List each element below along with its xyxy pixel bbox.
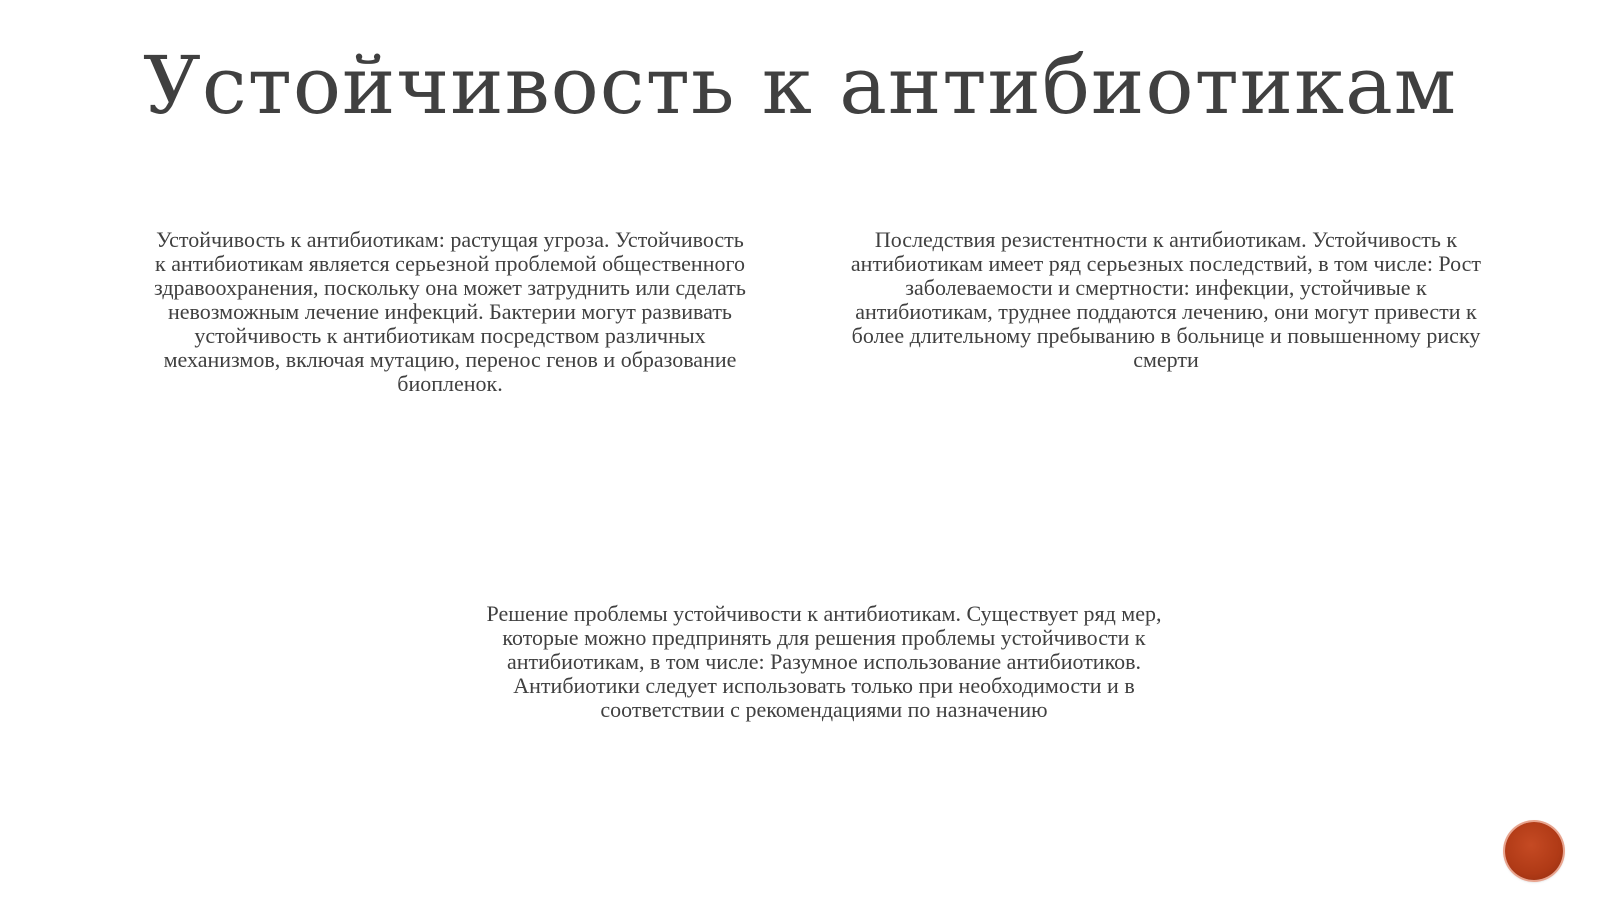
text-block-bottom: Решение проблемы устойчивости к антибиотикам. Существует ряд мер, которые можно предпринять для решения проблемы устойчивости к антибиотикам, в том числе: Разумное использование антибиотиков. Антибиотики следует использовать только при необходимости и в соответствии с рекомендациями по назначению — [486, 601, 1162, 722]
text-block-right: Последствия резистентности к антибиотикам. Устойчивость к антибиотикам имеет ряд серьезных последствий, в том числе: Рост заболеваемости и смертности: инфекции, устойчивые к антибиотикам, труднее поддаются лечению, они могут привести к более длительному пребыванию в больнице и повышенному риску смерти — [850, 227, 1482, 372]
circle-nav-button-icon[interactable] — [1505, 822, 1563, 880]
slide-title: Устойчивость к антибиотикам — [143, 39, 1457, 132]
text-block-left: Устойчивость к антибиотикам: растущая угроза. Устойчивость к антибиотикам является серьезной проблемой общественного здравоохранения, поскольку она может затруднить или сделать невозможным лечение инфекций. Бактерии могут развивать устойчивость к антибиотикам посредством различных механизмов, включая мутацию, перенос генов и образование биопленок. — [154, 227, 746, 396]
